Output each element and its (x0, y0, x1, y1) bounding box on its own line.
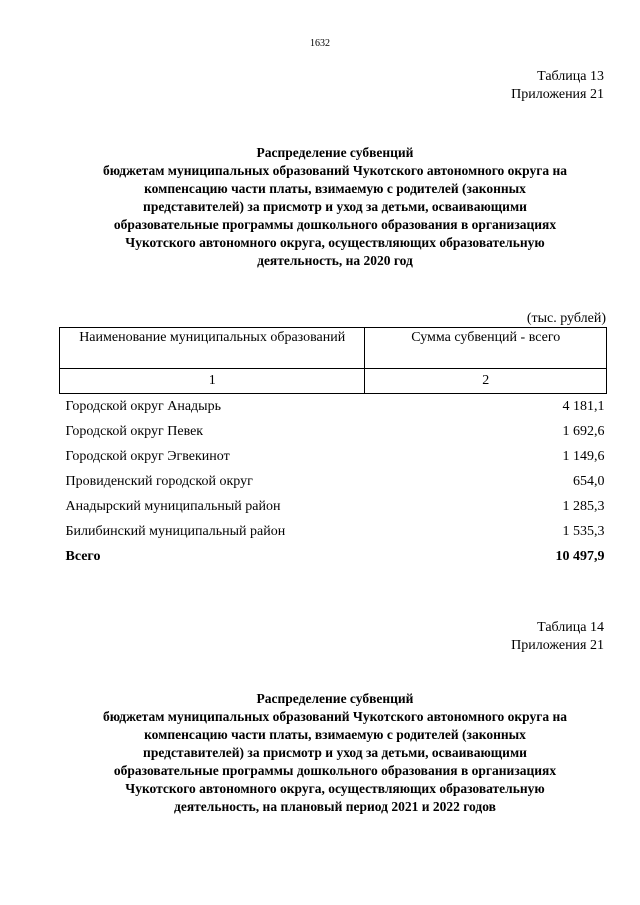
table-row (60, 419, 607, 444)
column-number-row (60, 369, 607, 394)
row-name: Билибинский муниципальный район (65, 523, 286, 539)
table-header-row (60, 328, 607, 369)
table14-label-line2: Приложения 21 (511, 638, 604, 653)
unit-label: (тыс. рублей) (526, 311, 606, 326)
row-name: Городской округ Анадырь (65, 398, 221, 414)
row-name: Анадырский муниципальный район (65, 498, 281, 514)
table13-label-line2: Приложения 21 (511, 87, 604, 102)
row-value: 4 181,1 (562, 398, 605, 414)
row-name: Провиденский городской округ (65, 473, 253, 489)
table13-title-line: деятельность, на 2020 год (257, 253, 413, 268)
row-value: 1 149,6 (562, 448, 605, 464)
column-number: 1 (60, 369, 365, 394)
row-value: 1 535,3 (562, 523, 605, 539)
page-number: 1632 (310, 38, 330, 49)
table13-title-line: Распределение субвенций (256, 145, 414, 160)
table-row (60, 494, 607, 519)
table-row (60, 519, 607, 544)
table-row (60, 394, 607, 420)
column-number: 2 (365, 369, 607, 394)
column-header-name: Наименование муниципальных образований (60, 328, 365, 369)
table13-label-line1: Таблица 13 (537, 69, 604, 84)
table14-title-line: Чукотского автономного округа, осуществляющих образовательную (125, 781, 545, 796)
table13-title-line: бюджетам муниципальных образований Чукотского автономного округа на (102, 163, 568, 178)
table14-title-line: бюджетам муниципальных образований Чукотского автономного округа на (102, 709, 568, 724)
subventions-table (59, 327, 607, 569)
table13-label (511, 68, 604, 104)
row-value: 654,0 (573, 473, 605, 489)
table13-title-line: представителей) за присмотр и уход за детьми, осваивающими (143, 199, 527, 214)
total-name: Всего (65, 548, 101, 564)
table14-title-line: деятельность, на плановый период 2021 и 2022 годов (174, 799, 496, 814)
table14-title (60, 690, 610, 816)
row-name: Городской округ Эгвекинот (65, 448, 230, 464)
table14-title-line: образовательные программы дошкольного образования в организациях (113, 763, 557, 778)
row-value: 1 285,3 (562, 498, 605, 514)
table13-title-line: компенсацию части платы, взимаемую с родителей (законных (144, 181, 526, 196)
total-row (60, 544, 607, 569)
table14-label-line1: Таблица 14 (537, 620, 604, 635)
table-row (60, 444, 607, 469)
table13-title (60, 144, 610, 270)
table14-title-line: компенсацию части платы, взимаемую с родителей (законных (144, 727, 526, 742)
table13-title-line: Чукотского автономного округа, осуществляющих образовательную (125, 235, 545, 250)
table13-title-line: образовательные программы дошкольного образования в организациях (113, 217, 557, 232)
column-header-sum: Сумма субвенций - всего (365, 328, 607, 369)
table14-title-line: Распределение субвенций (256, 691, 414, 706)
table14-title-line: представителей) за присмотр и уход за детьми, осваивающими (143, 745, 527, 760)
row-name: Городской округ Певек (65, 423, 204, 439)
table-row (60, 469, 607, 494)
row-value: 1 692,6 (562, 423, 605, 439)
total-value: 10 497,9 (555, 548, 605, 564)
table14-label (511, 619, 604, 655)
